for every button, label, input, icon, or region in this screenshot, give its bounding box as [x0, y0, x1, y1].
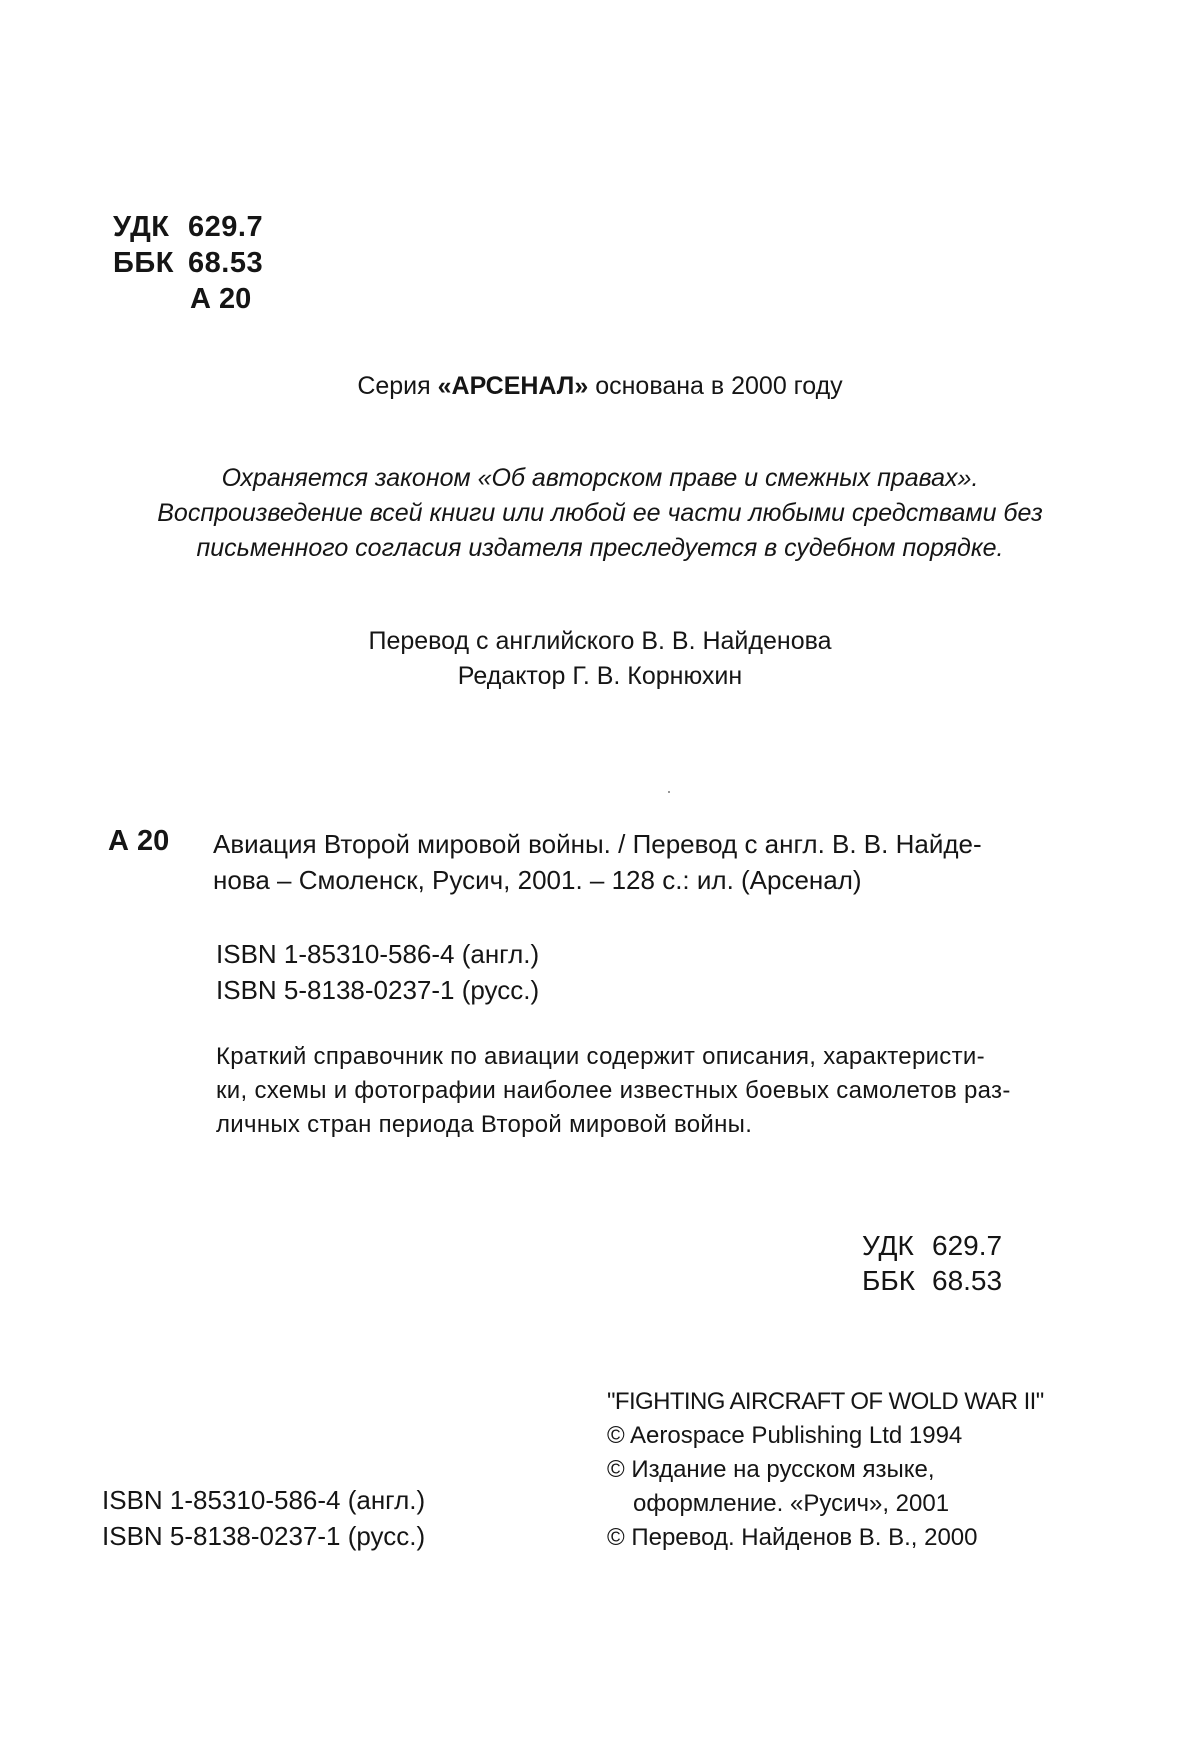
bbk-code-top	[113, 247, 263, 280]
author-mark-top: А 20	[190, 283, 252, 315]
bbk-label: ББК	[113, 247, 174, 279]
series-name: «АРСЕНАЛ»	[437, 372, 589, 400]
entry-line: нова – Смоленск, Русич, 2001. – 128 с.: ил. (Арсенал)	[213, 865, 862, 895]
series-line	[0, 372, 1200, 401]
bbk-value: 68.53	[932, 1265, 1003, 1296]
annotation-line: ки, схемы и фотографии наиболее известных боевых самолетов раз-	[216, 1077, 1011, 1104]
udk-value: 629.7	[188, 211, 264, 243]
entry-line: Авиация Второй мировой войны. / Перевод с англ. В. В. Найде-	[213, 829, 982, 859]
rights-line: © Перевод. Найденов В. В., 2000	[607, 1524, 978, 1551]
copyright-notice-line: письменного согласия издателя преследуется в судебном порядке.	[196, 534, 1004, 562]
isbn-block	[216, 936, 539, 1008]
udk-code-bottom	[862, 1228, 1002, 1263]
translator-line: Перевод с английского В. В. Найденова	[368, 627, 832, 655]
original-title: "FIGHTING AIRCRAFT OF WOLD WAR II"	[607, 1388, 1044, 1415]
udk-value: 629.7	[932, 1230, 1003, 1261]
entry-code: А 20	[108, 825, 170, 857]
rights-block	[607, 1385, 1044, 1555]
udk-code-top	[113, 211, 263, 244]
udk-label: УДК	[113, 211, 170, 243]
series-suffix: основана в 2000 году	[595, 372, 843, 400]
udk-label: УДК	[862, 1230, 914, 1261]
isbn-english: ISBN 1-85310-586-4 (англ.)	[102, 1485, 426, 1515]
annotation-line: Краткий справочник по авиации содержит описания, характеристи-	[216, 1043, 985, 1070]
bbk-label: ББК	[862, 1265, 916, 1296]
annotation-line: личных стран периода Второй мировой войны.	[216, 1111, 753, 1138]
isbn-russian: ISBN 5-8138-0237-1 (русс.)	[102, 1521, 426, 1551]
isbn-russian: ISBN 5-8138-0237-1 (русс.)	[216, 975, 540, 1005]
editor-line: Редактор Г. В. Корнюхин	[457, 662, 743, 690]
bibliographic-entry	[213, 826, 982, 898]
bbk-code-bottom	[862, 1263, 1002, 1298]
rights-line: оформление. «Русич», 2001	[633, 1490, 950, 1517]
copyright-notice-line: Охраняется законом «Об авторском праве и смежных правах».	[221, 464, 979, 492]
isbn-bottom-block	[102, 1482, 425, 1554]
annotation	[216, 1040, 1011, 1142]
series-prefix: Серия	[357, 372, 431, 400]
copyright-notice-line: Воспроизведение всей книги или любой ее части любыми средствами без	[157, 499, 1043, 527]
rights-line: © Издание на русском языке,	[607, 1456, 935, 1483]
copyright-notice	[0, 461, 1200, 566]
credits	[0, 624, 1200, 694]
bbk-value: 68.53	[188, 247, 264, 279]
isbn-english: ISBN 1-85310-586-4 (англ.)	[216, 939, 540, 969]
classification-bottom	[862, 1228, 1002, 1298]
print-speck	[668, 791, 670, 793]
rights-line: © Aerospace Publishing Ltd 1994	[607, 1422, 963, 1449]
